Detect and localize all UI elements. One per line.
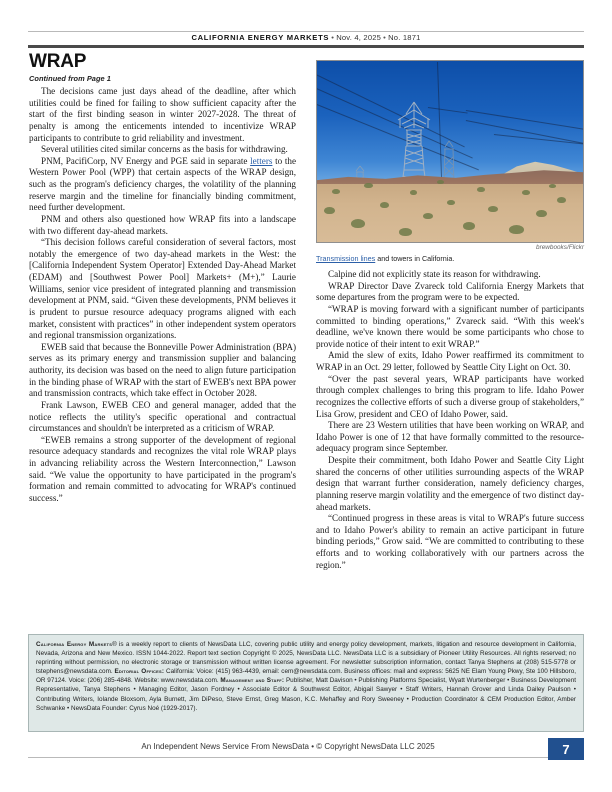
desert-brush — [351, 219, 365, 228]
colophon-body: ® is a weekly report to clients of NewsData LLC, covering public utility and energy policy development, markets, litigation and resource development in California, Nevada, Arizona and New Mexico. ISSN 1044-2022. Report text section Copyright © 2025, NewsData LLC. NewsData LLC is a subsidiary of Pioneer Utility Resources. All rights reserved; no reprinting without permission, no electronic storage or transmission without written license agreement. For newsletter subscription information, contact Tanya Stephens at (208) 515-5778 or tstephens@newsdata.com. — [36, 641, 576, 676]
desert-brush — [447, 200, 455, 205]
footer-service-line: An Independent News Service From NewsData • © Copyright NewsData LLC 2025 — [141, 742, 435, 751]
paragraph: “Continued progress in these areas is vital to WRAP's future success and to Idaho Power's ability to remain an active participant in future binding periods,” Grow said. “We are committed to contributing to these efforts and to working collaboratively with our partners across the region.” — [316, 513, 584, 570]
article-column-left — [29, 86, 296, 505]
paragraph: Several utilities cited similar concerns as the basis for withdrawing. — [41, 144, 288, 155]
desert-brush — [477, 187, 485, 192]
caption-link[interactable]: Transmission lines — [316, 254, 376, 263]
colophon-box — [28, 634, 584, 732]
issue-date: Nov. 4, 2025 — [336, 33, 382, 42]
paragraph: WRAP Director Dave Zvareck told California Energy Markets that some departures from the program were to be expected. — [316, 280, 584, 303]
editorial-offices-text: California: Voice: (415) 963-4439, email: cem@newsdata.com. Business offices: mail and express: 5625 NE Elam Young Pkwy, Ste 100 Hillsboro, OR 97124. Voice: (206) 285-4848. Website: www.newsdata.com. — [36, 668, 576, 685]
runhead-separator-1: • — [331, 33, 335, 42]
photo-credit: brewbooks/Flickr — [536, 244, 584, 251]
running-head — [28, 33, 584, 42]
issue-number: No. 1871 — [388, 33, 421, 42]
colophon-brand: California Energy Markets — [36, 641, 113, 648]
page-title: WRAP — [29, 51, 87, 72]
continued-from-kicker: Continued from Page 1 — [29, 74, 111, 83]
desert-brush — [332, 189, 340, 194]
publication-name: CALIFORNIA ENERGY MARKETS — [191, 33, 330, 42]
page-number-badge: 7 — [548, 738, 584, 760]
desert-brush — [399, 228, 412, 236]
paragraph: Calpine did not explicitly state its reason for withdrawing. — [328, 269, 541, 279]
desert-brush — [536, 210, 547, 217]
desert-brush — [324, 207, 335, 214]
paragraph: “Over the past several years, WRAP participants have worked through complex challenges to bring this program to life. Idaho Power recognizes the collective efforts of such a diverse group of stakeholders,” Lisa Grow, president and CEO of Idaho Power, said. — [316, 373, 584, 419]
paragraph-with-link — [29, 156, 296, 214]
paragraph: “EWEB remains a strong supporter of the development of regional resource adequacy standards and recognizes the vital role WRAP plays in advancing reliability across the Western Interconnection,” Lawson said. “We value the opportunity to have participated in the program's formation and remain committed to advocating for WRAP's continued success.” — [29, 434, 296, 503]
caption-text: and towers in California. — [375, 254, 455, 263]
editorial-offices-label: Editorial Offices: — [114, 668, 165, 676]
paragraph: EWEB said that because the Bonneville Power Administration (BPA) serves as its primary energy and transmission supplier and balancing authority, its decision was based on the need to align future participation in the binding phase of WRAP with the start of EWEB's next BPA power and transmission contracts, which take effect in October 2028. — [29, 341, 296, 399]
management-staff-text: Publisher, Matt Davison • Publishing Platforms Specialist, Wyatt Wurtenberger • Business Development Representative, Tanya Stephens • Managing Editor, Jason Fordney • Associate Editor & Southwest Editor, Abigail Sawyer • Staff Writers, Hannah Grover and Linda Dailey Paulson • Contributing Writers, Iolande Bloxsom, Ayla Burnett, Jim DiPeso, Steve Ernst, Greg Mason, K.C. Mehaffey and Rory Sweeney • Production Coordinator & CEM Production Editor, Amber Schwanke • NewsData Founder: Cyrus Noé (1929-2017). — [36, 677, 576, 712]
header-rule-bottom — [28, 45, 584, 48]
paragraph: “This decision follows careful consideration of several factors, most notably the emergence of two day-ahead markets in the West: the [California Independent System Operator] Extended Day-Ahead Market (EDAM) and [Southwest Power Pool] Markets+ (M+),” Laurie Williams, senior vice president of integrated planning and transmission development at PNM, said. “Given these developments, PNM believes it is prudent to pursue resource adequacy programs aligned with each market, consistent with practices” in other independent system operators and regional transmission organizations. — [29, 237, 296, 341]
letters-link[interactable]: letters — [250, 155, 273, 166]
colophon-text — [36, 640, 576, 713]
paragraph-text-before: PNM, PacifiCorp, NV Energy and PGE said in separate — [41, 155, 251, 166]
runhead-separator-2: • — [383, 33, 387, 42]
paragraph: Amid the slew of exits, Idaho Power reaffirmed its commitment to WRAP in an Oct. 29 letter, followed by Seattle City Light on Oct. 30. — [316, 350, 584, 372]
transmission-lines-photo-image — [316, 60, 584, 243]
paragraph: “WRAP is moving forward with a significant number of participants committed to binding operations,” Zvareck said. “With this week's deadline, we've known there would be some participants who chose to provide notice of their intent to exit WRAP.” — [316, 303, 584, 349]
desert-brush — [509, 225, 524, 234]
paragraph-text-after: to the Western Power Pool (WPP) that certain aspects of the WRAP design, such as the program's deficiency charges, the volatility of the planning reserve margin and the timeline for financially binding commitment, need further development. — [29, 155, 296, 213]
desert-brush — [488, 206, 498, 212]
paragraph: Despite their commitment, both Idaho Power and Seattle City Light shared the concerns of other utilities surrounding aspects of the WRAP design that warrant further consideration, namely deficiency charges, planning reserve margin volatility and the emergence of two distinct day-ahead markets. — [316, 455, 584, 512]
article-column-right — [316, 269, 584, 571]
paragraph: PNM and others also questioned how WRAP fits into a landscape with two different day-ahead markets. — [29, 213, 296, 236]
paragraph: There are 23 Western utilities that have been working on WRAP, and Idaho Power is one of 12 that have formally committed to the resource-adequacy program since September. — [316, 420, 584, 454]
article-photo — [316, 60, 584, 243]
header-rule-top — [28, 31, 584, 32]
management-staff-label: Management and Staff: — [220, 677, 285, 685]
paragraph: Frank Lawson, EWEB CEO and general manager, added that the notice reflects the utility's specific operational and contractual circumstances and shouldn't be interpreted as a criticism of WRAP. — [29, 399, 296, 434]
paragraph: The decisions came just days ahead of the deadline, after which utilities could be fined for failing to show sufficient capacity after the start of the first binding season in winter 2027-2028. The threat of penalty is among the enticements intended to incentivize WRAP participants to contribute to grid reliability and investment. — [29, 86, 296, 143]
footer-rule — [28, 757, 548, 758]
photo-caption — [316, 254, 584, 263]
desert-brush — [557, 197, 566, 203]
